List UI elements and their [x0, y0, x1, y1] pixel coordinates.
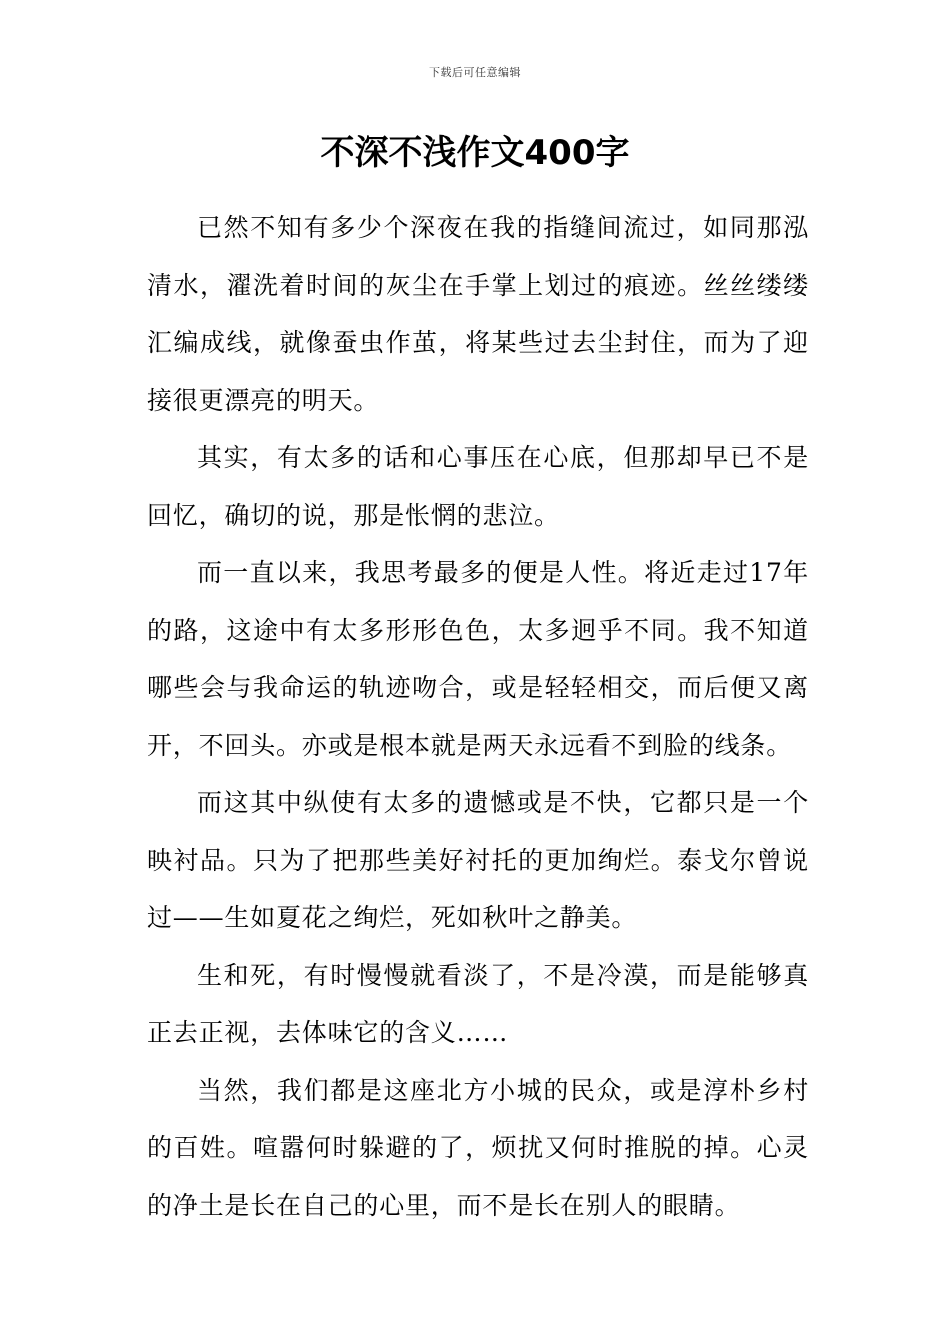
essay-body: [147, 199, 809, 1234]
header-note: 下载后可任意编辑: [429, 66, 521, 79]
paragraph: 而这其中纵使有太多的遗憾或是不快，它都只是一个映衬品。只为了把那些美好衬托的更加绚烂。泰戈尔曾说过——生如夏花之绚烂，死如秋叶之静美。: [147, 788, 809, 932]
paragraph: 生和死，有时慢慢就看淡了，不是冷漠，而是能够真正去正视，去体味它的含义……: [147, 960, 809, 1047]
page-title: 不深不浅作文400字: [320, 133, 630, 173]
paragraph: 而一直以来，我思考最多的便是人性。将近走过17年的路，这途中有太多形形色色，太多迥乎不同。我不知道哪些会与我命运的轨迹吻合，或是轻轻相交，而后便又离开，不回头。亦或是根本就是两天永远看不到脸的线条。: [147, 558, 809, 760]
paragraph: 其实，有太多的话和心事压在心底，但那却早已不是回忆，确切的说，那是怅惘的悲泣。: [147, 443, 809, 530]
paragraph: 已然不知有多少个深夜在我的指缝间流过，如同那泓清水，濯洗着时间的灰尘在手掌上划过的痕迹。丝丝缕缕汇编成线，就像蚕虫作茧，将某些过去尘封住，而为了迎接很更漂亮的明天。: [147, 213, 809, 415]
paragraph: 当然，我们都是这座北方小城的民众，或是淳朴乡村的百姓。喧嚣何时躲避的了，烦扰又何时推脱的掉。心灵的净土是长在自己的心里，而不是长在别人的眼睛。: [147, 1075, 809, 1220]
